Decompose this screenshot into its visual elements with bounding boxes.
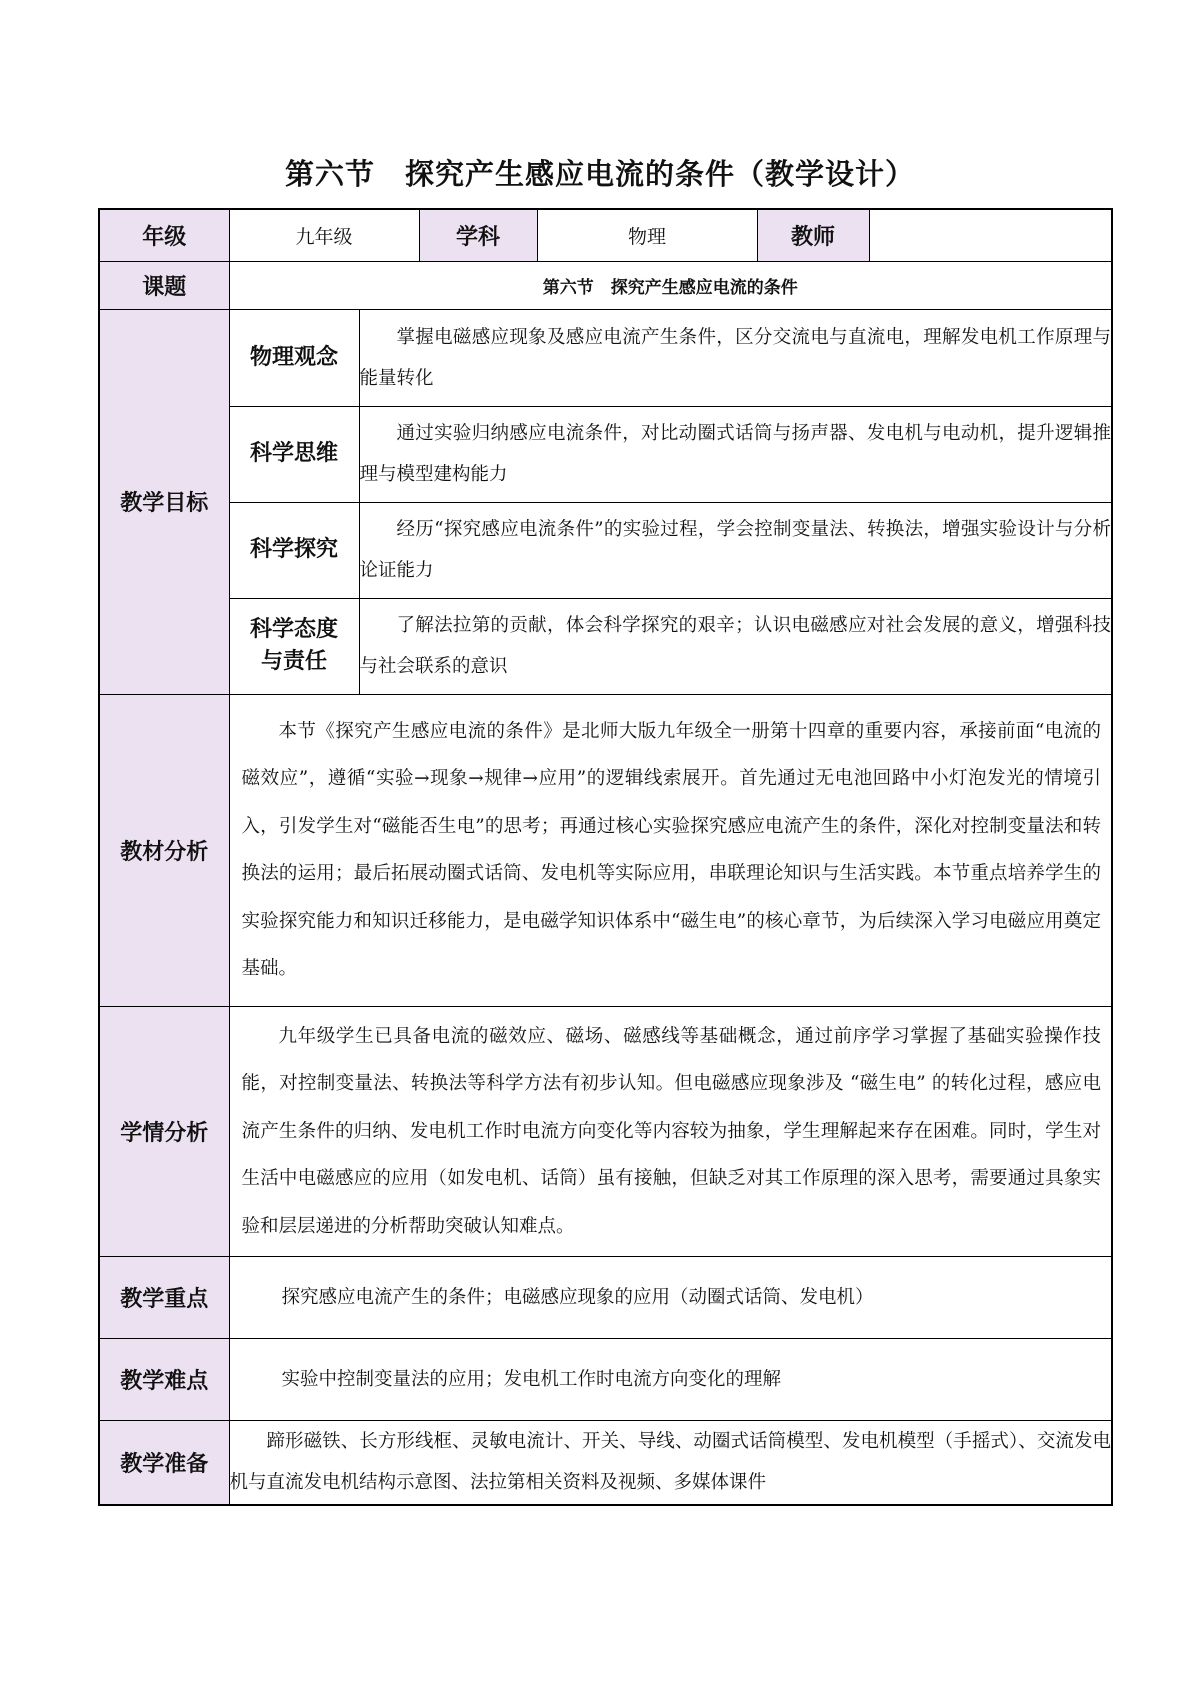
title-section: 第六节 bbox=[284, 157, 375, 191]
preparation-text: 蹄形磁铁、长方形线框、灵敏电流计、开关、导线、动圈式话筒模型、发电机模型（手摇式）、交流发电机与直流发电机结构示意图、法拉第相关资料及视频、多媒体课件 bbox=[229, 1431, 1112, 1494]
topic-row bbox=[99, 261, 1112, 309]
material-analysis-text: 本节《探究产生感应电流的条件》是北师大版九年级全一册第十四章的重要内容，承接前面“电流的磁效应”，遵循“实验→现象→规律→应用”的逻辑线索展开。首先通过无电池回路中小灯泡发光的情境引入，引发学生对“磁能否生电”的思考；再通过核心实验探究感应电流产生的条件，深化对控制变量法和转换法的运用；最后拓展动圈式话筒、发电机等实际应用，串联理论知识与生活实践。本节重点培养学生的实验探究能力和知识迁移能力，是电磁学知识体系中“磁生电”的核心章节，为后续深入学习电磁应用奠定基础。 bbox=[241, 720, 1102, 979]
key-points-text: 探究感应电流产生的条件；电磁感应现象的应用（动圈式话筒、发电机） bbox=[229, 1257, 1112, 1339]
teacher-value bbox=[869, 209, 1112, 261]
objective-row bbox=[99, 598, 1112, 694]
objective-name: 科学探究 bbox=[229, 502, 359, 598]
objective-text: 通过实验归纳感应电流条件，对比动圈式话筒与扬声器、发电机与电动机，提升逻辑推理与模型建构能力 bbox=[359, 423, 1112, 485]
objective-row bbox=[99, 309, 1112, 406]
objective-row bbox=[99, 502, 1112, 598]
preparation-label: 教学准备 bbox=[99, 1421, 229, 1505]
objective-name: 物理观念 bbox=[229, 309, 359, 406]
subject-value: 物理 bbox=[537, 209, 757, 261]
title-main: 探究产生感应电流的条件（教学设计） bbox=[405, 157, 916, 191]
teacher-label: 教师 bbox=[757, 209, 869, 261]
grade-value: 九年级 bbox=[229, 209, 419, 261]
student-analysis-row bbox=[99, 1006, 1112, 1257]
difficulties-text: 实验中控制变量法的应用；发电机工作时电流方向变化的理解 bbox=[229, 1339, 1112, 1421]
material-analysis-label: 教材分析 bbox=[99, 694, 229, 1006]
preparation-row bbox=[99, 1421, 1112, 1505]
difficulties-row bbox=[99, 1339, 1112, 1421]
objective-name-line1: 科学态度 bbox=[249, 617, 338, 642]
header-row bbox=[99, 209, 1112, 261]
objective-name-line2: 与责任 bbox=[260, 649, 327, 674]
grade-label: 年级 bbox=[99, 209, 229, 261]
objective-text: 了解法拉第的贡献，体会科学探究的艰辛；认识电磁感应对社会发展的意义，增强科技与社会联系的意识 bbox=[359, 615, 1112, 677]
key-points-row bbox=[99, 1257, 1112, 1339]
topic-label: 课题 bbox=[99, 261, 229, 309]
student-analysis-text: 九年级学生已具备电流的磁效应、磁场、磁感线等基础概念，通过前序学习掌握了基础实验操作技能，对控制变量法、转换法等科学方法有初步认知。但电磁感应现象涉及 “磁生电” 的转化过程，感应电流产生条件的归纳、发电机工作时电流方向变化等内容较为抽象，学生理解起来存在困难。同时，学生对生活中电磁感应的应用（如发电机、话筒）虽有接触，但缺乏对其工作原理的深入思考，需要通过具象实验和层层递进的分析帮助突破认知难点。 bbox=[241, 1025, 1102, 1237]
objectives-label: 教学目标 bbox=[99, 309, 229, 694]
objective-text: 经历“探究感应电流条件”的实验过程，学会控制变量法、转换法，增强实验设计与分析论证能力 bbox=[359, 519, 1112, 581]
objective-text: 掌握电磁感应现象及感应电流产生条件，区分交流电与直流电，理解发电机工作原理与能量转化 bbox=[359, 326, 1112, 389]
student-analysis-label: 学情分析 bbox=[99, 1006, 229, 1257]
lesson-plan-table bbox=[98, 208, 1113, 1506]
subject-label: 学科 bbox=[419, 209, 537, 261]
objective-name: 科学思维 bbox=[229, 406, 359, 502]
key-points-label: 教学重点 bbox=[99, 1257, 229, 1339]
material-analysis-row bbox=[99, 694, 1112, 1006]
page-title bbox=[0, 152, 1200, 193]
objective-row bbox=[99, 406, 1112, 502]
topic-value: 第六节 探究产生感应电流的条件 bbox=[229, 261, 1112, 309]
difficulties-label: 教学难点 bbox=[99, 1339, 229, 1421]
objective-name bbox=[229, 598, 359, 694]
